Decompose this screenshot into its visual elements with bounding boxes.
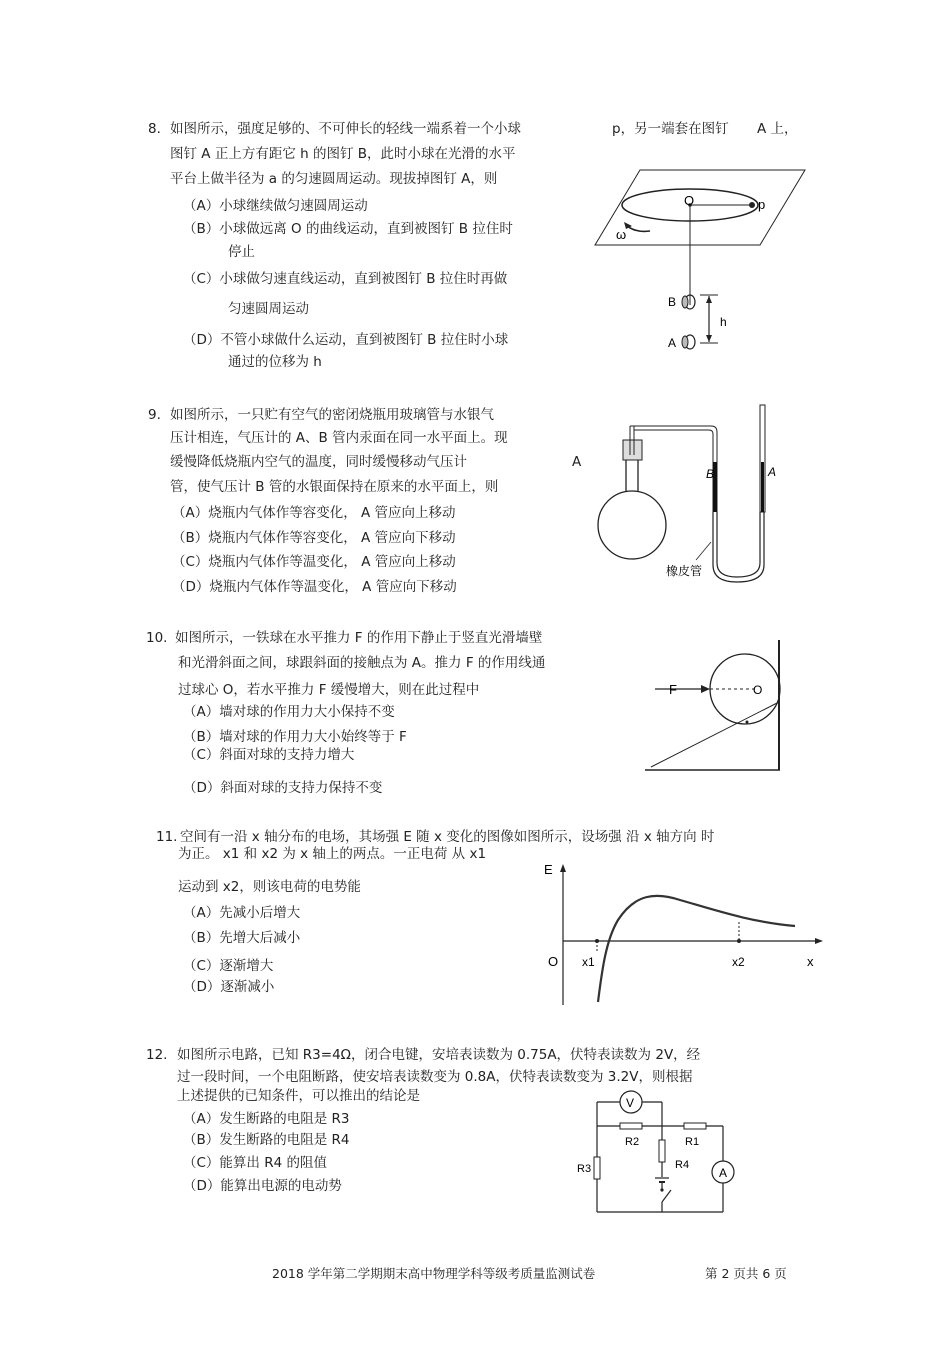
q8-stem-line: A 上， — [757, 121, 798, 137]
q8-option-c-cont: 匀速圆周运动 — [228, 301, 309, 317]
q12-option-c: （C）能算出 R4 的阻值 — [183, 1155, 327, 1171]
q8-option-a: （A）小球继续做匀速圆周运动 — [183, 198, 368, 214]
tube-a-mercury — [761, 462, 764, 512]
q8-figure — [590, 165, 810, 355]
label-a: A — [768, 465, 777, 479]
q10-figure — [645, 640, 785, 775]
q10-option-c: （C）斜面对球的支持力增大 — [183, 747, 355, 763]
label-rubber-tube: 橡皮管 — [666, 564, 703, 578]
label-x: x — [807, 954, 814, 969]
label-r1: R1 — [685, 1136, 700, 1148]
q9-option-a: （A）烧瓶内气体作等容变化， A 管应向上移动 — [172, 505, 456, 521]
table-plane — [595, 170, 805, 245]
q11-stem-line: 运动到 x2，则该电荷的电势能 — [178, 879, 361, 895]
q9-stem-line: 如图所示，一只贮有空气的密闭烧瓶用玻璃管与水银气 — [170, 407, 494, 423]
label-h: h — [720, 315, 727, 329]
ball-p — [749, 202, 755, 208]
q12-stem-line: 过一段时间，一个电阻断路，使安培表读数变为 0.8A，伏特表读数变为 3.2V，则根据 — [177, 1069, 693, 1085]
q11-option-b: （B）先增大后减小 — [183, 930, 301, 946]
label-o: O — [753, 683, 763, 697]
label-r3: R3 — [577, 1163, 592, 1175]
q9-stem-line: 管，使气压计 B 管的水银面保持在原来的水平面上，则 — [170, 479, 499, 495]
q10-stem-line: 和光滑斜面之间，球跟斜面的接触点为 A。推力 F 的作用线通 — [178, 655, 546, 671]
q12-option-a: （A）发生断路的电阻是 R3 — [183, 1111, 350, 1127]
q8-number: 8. — [148, 121, 161, 137]
q8-option-d-cont: 通过的位移为 h — [228, 354, 322, 370]
q9-stem-line: 压计相连，气压计的 A、B 管内汞面在同一水平面上。现 — [170, 430, 508, 446]
q11-option-d: （D）逐渐减小 — [183, 979, 275, 995]
resistor-r2 — [620, 1123, 642, 1129]
q10-option-d: （D）斜面对球的支持力保持不变 — [183, 780, 383, 796]
q10-option-a: （A）墙对球的作用力大小保持不变 — [183, 704, 395, 720]
label-x2: x2 — [732, 955, 745, 969]
q10-stem-line: 如图所示，一铁球在水平推力 F 的作用下静止于竖直光滑墙壁 — [175, 630, 543, 646]
stopper — [623, 440, 642, 460]
label-o: O — [684, 193, 695, 208]
label-b: B — [668, 295, 677, 309]
q8-option-b: （B）小球做远离 O 的曲线运动，直到被图钉 B 拉住时 — [183, 221, 513, 237]
q9-option-d: （D）烧瓶内气体作等温变化， A 管应向下移动 — [172, 579, 457, 595]
q8-option-d: （D）不管小球做什么运动，直到被图钉 B 拉住时小球 — [183, 332, 509, 348]
q11-number: 11. — [156, 829, 178, 845]
q12-figure — [575, 1090, 750, 1220]
q10-option-b: （B）墙对球的作用力大小始终等于 F — [183, 729, 407, 745]
q12-option-b: （B）发生断路的电阻是 R4 — [183, 1132, 350, 1148]
q8-stem-line: p，另一端套在图钉 — [612, 121, 729, 137]
q9-stem-line: 缓慢降低烧瓶内空气的温度，同时缓慢移动气压计 — [170, 454, 467, 470]
resistor-r3 — [594, 1157, 600, 1179]
label-x1: x1 — [582, 955, 595, 969]
q12-stem-line: 如图所示电路，已知 R3=4Ω，闭合电键，安培表读数为 0.75A，伏特表读数为 2V，经 — [177, 1047, 701, 1063]
iron-ball — [710, 654, 780, 724]
q9-figure — [596, 400, 786, 590]
q11-stem-line: 为正。 x1 和 x2 为 x 轴上的两点。一正电荷 从 x1 — [178, 846, 487, 862]
q11-option-c: （C）逐渐增大 — [183, 958, 274, 974]
q11-figure — [540, 860, 825, 1010]
q9-stem-line: A — [572, 454, 582, 470]
label-e: E — [544, 862, 553, 877]
label-r4: R4 — [675, 1159, 690, 1171]
q8-option-c: （C）小球做匀速直线运动，直到被图钉 B 拉住时再做 — [183, 271, 508, 287]
flask — [598, 491, 666, 559]
e-x-curve — [598, 896, 795, 1002]
label-v: V — [626, 1096, 635, 1110]
q9-number: 9. — [148, 407, 161, 423]
incline — [651, 702, 779, 767]
label-omega: ω — [616, 227, 627, 242]
label-f: F — [669, 682, 677, 697]
q10-number: 10. — [146, 630, 168, 646]
q11-option-a: （A）先减小后增大 — [183, 905, 301, 921]
q9-option-c: （C）烧瓶内气体作等温变化， A 管应向上移动 — [172, 554, 456, 570]
label-a: A — [719, 1166, 728, 1180]
footer-title: 2018 学年第二学期期末高中物理学科等级考质量监测试卷 — [272, 1266, 596, 1281]
q8-stem-line: 平台上做半径为 a 的匀速圆周运动。现拔掉图钉 A，则 — [170, 171, 498, 187]
q8-option-b-cont: 停止 — [228, 244, 255, 260]
q12-stem-line: 上述提供的已知条件，可以推出的结论是 — [177, 1088, 420, 1104]
label-r2: R2 — [625, 1136, 640, 1148]
q8-stem-line: 如图所示，强度足够的、不可伸长的轻线一端系着一个小球 — [170, 121, 521, 137]
resistor-r4 — [659, 1140, 665, 1162]
label-o: O — [548, 954, 559, 969]
resistor-r1 — [684, 1123, 706, 1129]
q11-stem-line: 空间有一沿 x 轴分布的电场，其场强 E 随 x 变化的图像如图所示，设场强 沿 x 轴方向 时 — [180, 829, 715, 845]
label-p: p — [758, 197, 766, 212]
label-b: B — [706, 467, 715, 481]
q8-stem-line: 图钉 A 正上方有距它 h 的图钉 B，此时小球在光滑的水平 — [170, 146, 516, 162]
q9-option-b: （B）烧瓶内气体作等容变化， A 管应向下移动 — [172, 530, 456, 546]
label-a: A — [668, 336, 677, 350]
q12-option-d: （D）能算出电源的电动势 — [183, 1178, 342, 1194]
q10-stem-line: 过球心 O，若水平推力 F 缓慢增大，则在此过程中 — [178, 682, 480, 698]
q12-number: 12. — [146, 1047, 168, 1063]
footer-page-number: 第 2 页共 6 页 — [705, 1266, 787, 1281]
